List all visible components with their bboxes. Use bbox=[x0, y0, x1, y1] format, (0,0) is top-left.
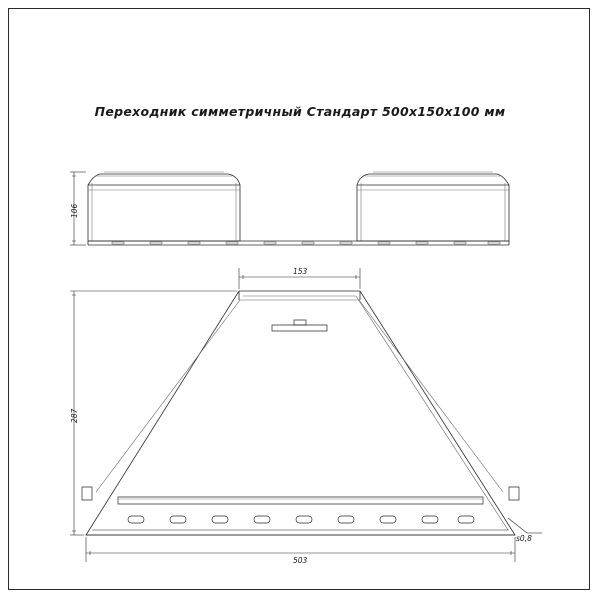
dimension-label-thickness: s0,8 bbox=[516, 534, 532, 543]
plan-view bbox=[82, 291, 519, 535]
dimension-label-287: 287 bbox=[70, 408, 79, 423]
dimension-thickness-leader bbox=[508, 518, 542, 533]
page-title: Переходник симметричный Стандарт 500х150х100 мм bbox=[94, 104, 506, 119]
dimension-label-503: 503 bbox=[293, 556, 308, 565]
dimension-label-153: 153 bbox=[293, 267, 308, 276]
dimension-label-106: 106 bbox=[70, 203, 79, 218]
dimension-overall-height-287 bbox=[70, 291, 237, 535]
front-elevation-view bbox=[88, 172, 509, 245]
